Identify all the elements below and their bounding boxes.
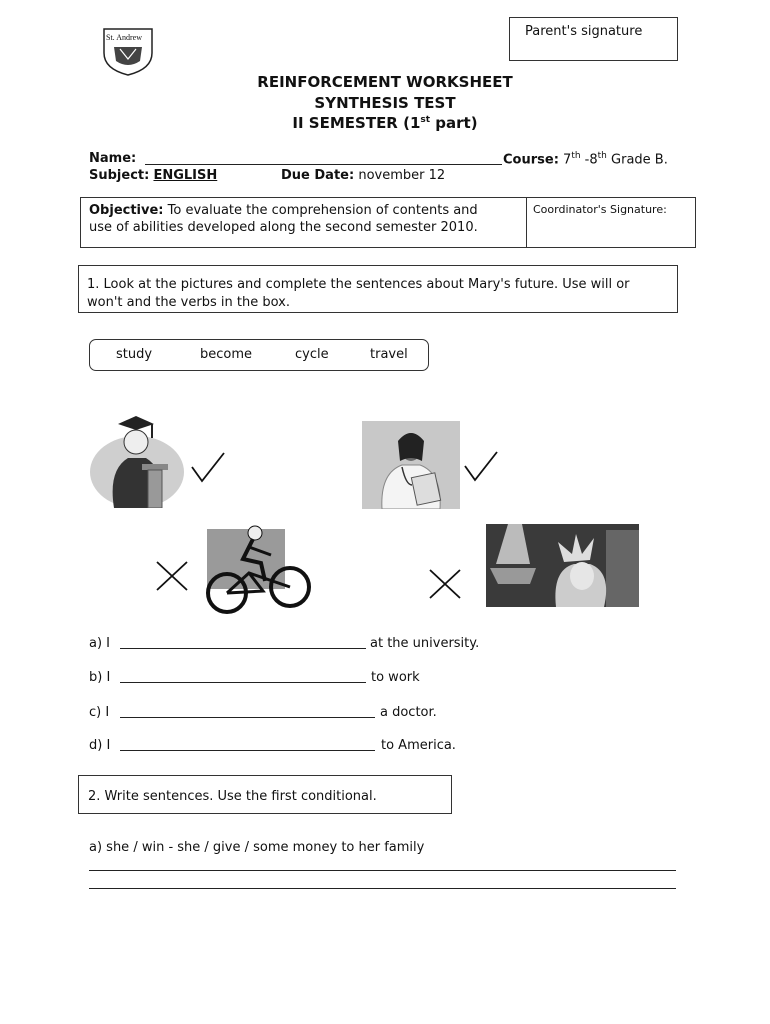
sentence-a-suffix: at the university. <box>370 636 480 651</box>
subject-value: ENGLISH <box>153 168 218 183</box>
answer-line-2a-2[interactable] <box>89 874 676 889</box>
verb-box <box>89 339 429 371</box>
parent-signature-label: Parent's signature <box>525 24 643 39</box>
cyclist-illustration <box>203 525 313 615</box>
answer-line-d[interactable] <box>120 736 375 751</box>
sentence-d-suffix: to America. <box>381 738 456 753</box>
parent-signature-box <box>509 17 678 61</box>
subject-field: Subject: ENGLISH <box>89 168 218 183</box>
question-2-box <box>78 775 452 814</box>
doctor-photo <box>362 421 460 509</box>
objective-text-line2: use of abilities developed along the second semester 2010. <box>89 220 478 235</box>
name-field: Name: <box>89 151 137 166</box>
verb-study: study <box>116 347 153 362</box>
sentence-a: a) I <box>89 636 111 651</box>
question-2-instruction: 2. Write sentences. Use the first conditional. <box>88 789 377 804</box>
question-1-line2: won't and the verbs in the box. <box>87 295 290 310</box>
due-date-field: Due Date: november 12 <box>281 168 446 183</box>
answer-line-2a-1[interactable] <box>89 856 676 871</box>
objective-text: Objective: To evaluate the comprehension of contents and <box>89 203 478 218</box>
verb-travel: travel <box>370 347 408 362</box>
checkmark-icon <box>463 450 499 482</box>
verb-become: become <box>200 347 253 362</box>
sentence-c-suffix: a doctor. <box>380 705 437 720</box>
semester-title: II SEMESTER (1st part) <box>292 114 478 132</box>
graduate-illustration <box>88 410 186 508</box>
question-1-box <box>78 265 678 313</box>
answer-line-b[interactable] <box>120 668 366 683</box>
cross-icon <box>155 560 189 592</box>
cross-icon <box>428 568 462 600</box>
sentence-b-suffix: to work <box>371 670 420 685</box>
question-2-item-a: a) she / win - she / give / some money to her family <box>89 840 425 855</box>
answer-line-c[interactable] <box>120 703 375 718</box>
name-line[interactable] <box>145 150 502 165</box>
objective-divider <box>526 198 527 247</box>
crest-label: St. Andrew <box>106 33 142 42</box>
worksheet-title: REINFORCEMENT WORKSHEET <box>257 73 513 91</box>
statue-of-liberty-photo <box>486 524 639 607</box>
verb-cycle: cycle <box>295 347 329 362</box>
sentence-b: b) I <box>89 670 111 685</box>
sentence-c: c) I <box>89 705 110 720</box>
coordinator-signature-label: Coordinator's Signature: <box>533 203 667 216</box>
sentence-d: d) I <box>89 738 111 753</box>
objective-box <box>80 197 696 248</box>
answer-line-a[interactable] <box>120 634 366 649</box>
course-field: Course: 7th -8th Grade B. <box>503 151 668 168</box>
worksheet-subtitle: SYNTHESIS TEST <box>314 94 456 112</box>
question-1-line1: 1. Look at the pictures and complete the sentences about Mary's future. Use will or <box>87 277 630 292</box>
checkmark-icon <box>190 451 226 483</box>
school-crest <box>100 27 156 77</box>
